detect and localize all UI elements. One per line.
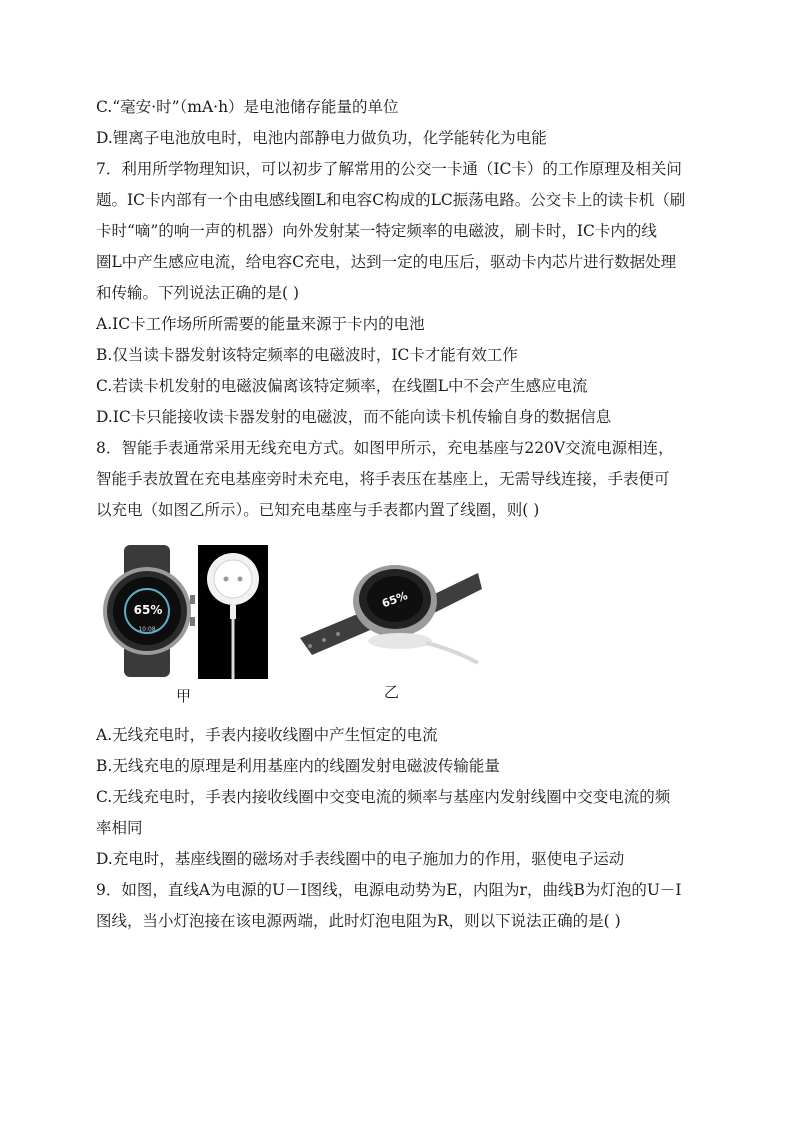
question-7-line-3: 卡时“嘀”的响一声的机器）向外发射某一特定频率的电磁波，刷卡时，IC卡内的线 [96,222,657,240]
question-7-line-1: 7．利用所学物理知识，可以初步了解常用的公交一卡通（IC卡）的工作原理及相关问 [96,160,682,178]
watch-percent-text: 65% [133,603,163,617]
option-6d: D.锂离子电池放电时，电池内部静电力做负功，化学能转化为电能 [96,129,547,147]
option-8a: A.无线充电时，手表内接收线圈中产生恒定的电流 [96,726,438,744]
svg-text:65%: 65% [380,589,410,611]
option-7a: A.IC卡工作场所所需要的能量来源于卡内的电池 [96,315,425,333]
option-8c-line-1: C.无线充电时，手表内接收线圈中交变电流的频率与基座内发射线圈中交变电流的频 [96,788,671,806]
question-9-line-1: 9．如图，直线A为电源的U－I图线，电源电动势为E，内阻为r，曲线B为灯泡的U－I [96,881,682,899]
figure-illustration [100,543,490,713]
option-7c: C.若读卡机发射的电磁波偏离该特定频率，在线圈L中不会产生感应电流 [96,377,588,395]
figure-label-jia: 甲 [176,687,192,705]
option-6c: C.“毫安·时”（mA·h）是电池储存能量的单位 [96,98,399,116]
charging-base-panel [198,545,268,679]
question-7-line-2: 题。IC卡内部有一个由电感线圈L和电容C构成的LC振荡电路。公交卡上的读卡机（刷 [96,191,686,209]
option-7d: D.IC卡只能接收读卡器发射的电磁波，而不能向读卡机传输自身的数据信息 [96,408,612,426]
option-7b: B.仅当读卡器发射该特定频率的电磁波时，IC卡才能有效工作 [96,346,518,364]
option-8d: D.充电时，基座线圈的磁场对手表线圈中的电子施加力的作用，驱使电子运动 [96,850,625,868]
option-8c-line-2: 率相同 [96,819,143,837]
question-8-line-2: 智能手表放置在充电基座旁时未充电，将手表压在基座上，无需导线连接，手表便可 [96,470,670,488]
question-8-line-3: 以充电（如图乙所示）。已知充电基座与手表都内置了线圈，则( ) [96,501,540,519]
figure-label-yi: 乙 [384,683,400,701]
watch-on-base-view [300,565,482,663]
watch-time-text: 10:08 [138,626,156,633]
figure-smartwatch-charging [100,543,490,713]
option-8b: B.无线充电的原理是利用基座内的线圈发射电磁波传输能量 [96,757,500,775]
question-9-line-2: 图线，当小灯泡接在该电源两端，此时灯泡电阻为R，则以下说法正确的是( ) [96,912,621,930]
question-7-line-5: 和传输。下列说法正确的是( ) [96,284,300,302]
watch-front-view [103,545,195,677]
question-8-line-1: 8．智能手表通常采用无线充电方式。如图甲所示，充电基座与220V交流电源相连， [96,439,674,457]
question-7-line-4: 圈L中产生感应电流，给电容C充电，达到一定的电压后，驱动卡内芯片进行数据处理 [96,253,677,271]
